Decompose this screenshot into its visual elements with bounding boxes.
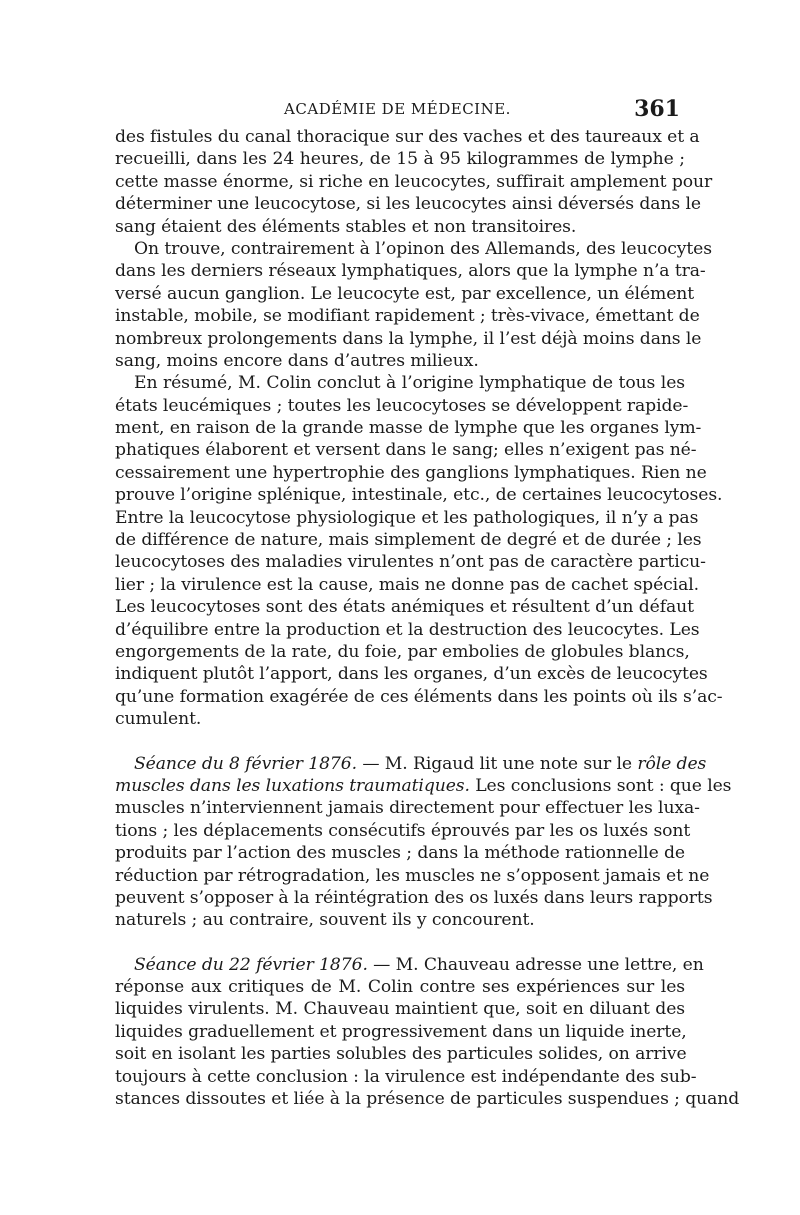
text-line: soit en isolant les parties solubles des particules solides, on arrive — [115, 1044, 687, 1065]
text-line: dans les derniers réseaux lymphatiques, alors que la lymphe n’a tra- — [115, 261, 706, 282]
text-line: nombreux prolongements dans la lymphe, il l’est déjà moins dans le — [115, 328, 702, 349]
paragraph-gap — [115, 932, 685, 954]
text-line: sang, moins encore dans d’autres milieux. — [115, 350, 479, 371]
text-line: ment, en raison de la grande masse de lymphe que les organes lym- — [115, 418, 702, 439]
italic-text: Séance du 8 février 1876. — [134, 753, 357, 774]
text-line: indiquent plutôt l’apport, dans les organes, d’un excès de leucocytes — [115, 664, 708, 685]
text-line: muscles n’interviennent jamais directement pour effectuer les luxa- — [115, 798, 700, 819]
text-line: recueilli, dans les 24 heures, de 15 à 95 kilogrammes de lymphe ; — [115, 149, 685, 170]
text-line: Les leucocytoses sont des états anémiques et résultent d’un défaut — [115, 597, 694, 618]
italic-text: Séance du 22 février 1876. — [134, 954, 368, 975]
text-line: On trouve, contrairement à l’opinon des Allemands, des leucocytes — [134, 238, 712, 259]
paragraph — [115, 753, 732, 932]
text-line: réduction par rétrogradation, les muscles ne s’opposent jamais et ne — [115, 865, 710, 886]
text-line — [115, 753, 707, 775]
text-line: cette masse énorme, si riche en leucocytes, suffirait amplement pour — [115, 171, 713, 192]
text-line: instable, mobile, se modifiant rapidement ; très-vivace, émettant de — [115, 306, 700, 327]
text-line: versé aucun ganglion. Le leucocyte est, par excellence, un élément — [115, 283, 695, 304]
paragraph-gap — [115, 731, 685, 753]
text-line: prouve l’origine splénique, intestinale, etc., de certaines leucocytoses. — [115, 485, 723, 506]
text-line: peuvent s’opposer à la réintégration des os luxés dans leurs rapports — [115, 887, 713, 908]
text-run: — M. Chauveau adresse une lettre, en — [367, 954, 704, 975]
text-line: produits par l’action des muscles ; dans la méthode rationnelle de — [115, 843, 685, 864]
text-line: Entre la leucocytose physiologique et les pathologiques, il n’y a pas — [115, 507, 699, 528]
running-title: ACADÉMIE DE MÉDECINE. — [284, 100, 511, 118]
text-line: En résumé, M. Colin conclut à l’origine lymphatique de tous les — [134, 373, 685, 394]
italic-text: rôle des — [637, 753, 707, 774]
text-line: états leucémiques ; toutes les leucocytoses se développent rapide- — [115, 395, 689, 416]
paragraph — [115, 238, 712, 372]
text-line: d’équilibre entre la production et la destruction des leucocytes. Les — [115, 619, 700, 640]
text-line: qu’une formation exagérée de ces éléments dans les points où ils s’ac- — [115, 686, 723, 707]
text-line: toujours à cette conclusion : la virulence est indépendante des sub- — [115, 1066, 697, 1087]
body-text — [115, 126, 740, 1110]
text-line — [115, 954, 704, 976]
text-run: — M. Rigaud lit une note sur le — [356, 753, 638, 774]
text-line: cessairement une hypertrophie des ganglions lymphatiques. Rien ne — [115, 462, 707, 483]
text-line: liquides virulents. M. Chauveau maintient que, soit en diluant des — [115, 999, 685, 1020]
text-line: leucocytoses des maladies virulentes n’ont pas de caractère particu- — [115, 552, 706, 573]
text-line: phatiques élaborent et versent dans le sang; elles n’exigent pas né- — [115, 440, 697, 461]
text-line: stances dissoutes et liée à la présence de particules suspendues ; quand — [115, 1089, 740, 1110]
text-line: des fistules du canal thoracique sur des vaches et des taureaux et a — [115, 127, 700, 147]
italic-text: muscles dans les luxations traumatiques. — [115, 775, 470, 796]
text-line — [115, 775, 732, 797]
text-line: engorgements de la rate, du foie, par embolies de globules blancs, — [115, 641, 690, 662]
paragraph — [115, 372, 723, 730]
text-line: liquides graduellement et progressivement dans un liquide inerte, — [115, 1021, 687, 1042]
text-line: naturels ; au contraire, souvent ils y concourent. — [115, 910, 535, 931]
text-line: réponse aux critiques de M. Colin contre ses expériences sur les — [115, 977, 685, 998]
text-line: sang étaient des éléments stables et non transitoires. — [115, 216, 577, 237]
paragraph — [115, 954, 740, 1111]
text-run: Les conclusions sont : que les — [469, 775, 732, 796]
text-line: déterminer une leucocytose, si les leucocytes ainsi déversés dans le — [115, 194, 701, 215]
text-line: tions ; les déplacements consécutifs éprouvés par les os luxés sont — [115, 820, 691, 841]
page-number: 361 — [634, 96, 680, 122]
paragraph — [115, 126, 713, 238]
text-line: lier ; la virulence est la cause, mais ne donne pas de cachet spécial. — [115, 574, 699, 595]
text-line: de différence de nature, mais simplement de degré et de durée ; les — [115, 530, 702, 551]
text-line: cumulent. — [115, 709, 202, 730]
page-header — [115, 96, 680, 122]
